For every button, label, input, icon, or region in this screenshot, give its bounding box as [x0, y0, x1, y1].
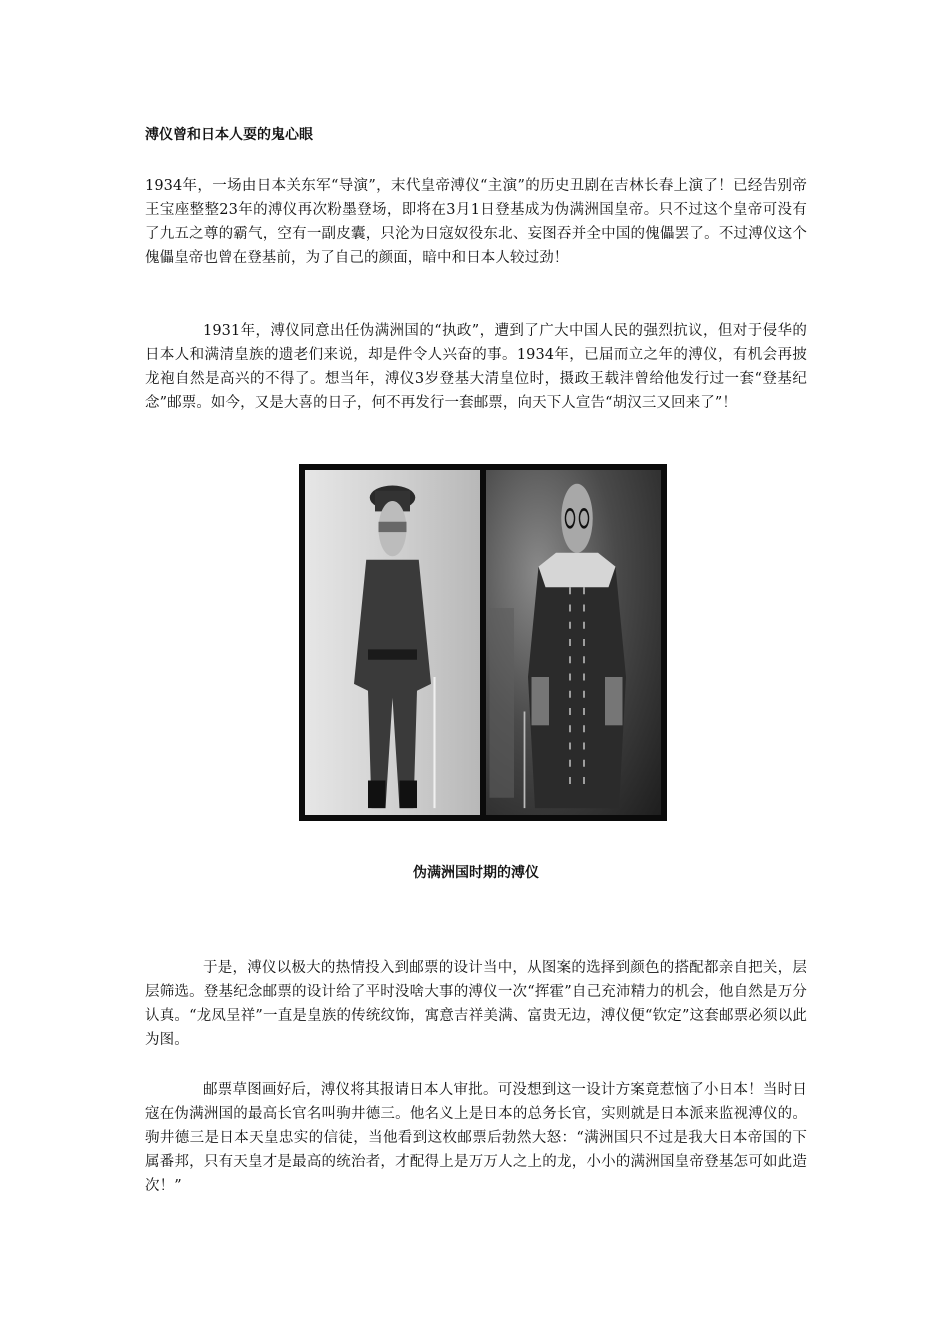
figure-caption: 伪满洲国时期的溥仪	[413, 865, 539, 881]
photo-military-uniform	[305, 470, 480, 815]
photo-dress-uniform	[486, 470, 661, 815]
uniform-figure-drawing	[305, 470, 480, 815]
article-title: 溥仪曾和日本人耍的鬼心眼	[145, 127, 313, 143]
dress-uniform-figure-drawing	[486, 470, 661, 815]
paragraph-2: 1931年，溥仪同意出任伪满洲国的“执政”，遭到了广大中国人民的强烈抗议，但对于侵华的日本人和满清皇族的遗老们来说，却是件令人兴奋的事。1934年，已届而立之年的溥仪，有机会再披龙袍自然是高兴的不得了。想当年，溥仪3岁登基大清皇位时，摄政王载沣曾给他发行过一套“登基纪念”邮票。如今，又是大喜的日子，何不再发行一套邮票，向天下人宣告“胡汉三又回来了”！	[145, 323, 807, 411]
document-page	[145, 0, 807, 1344]
paragraph-1: 1934年，一场由日本关东军“导演”，末代皇帝溥仪“主演”的历史丑剧在吉林长春上演了！已经告别帝王宝座整整23年的溥仪再次粉墨登场，即将在3月1日登基成为伪满洲国皇帝。只不过这个皇帝可没有了九五之尊的霸气，空有一副皮囊，只沦为日寇奴役东北、妄图吞并全中国的傀儡罢了。不过溥仪这个傀儡皇帝也曾在登基前，为了自己的颜面，暗中和日本人较过劲！	[145, 178, 807, 266]
paragraph-3: 于是，溥仪以极大的热情投入到邮票的设计当中，从图案的选择到颜色的搭配都亲自把关，层层筛选。登基纪念邮票的设计给了平时没啥大事的溥仪一次“挥霍”自己充沛精力的机会，他自然是万分认真。“龙凤呈祥”一直是皇族的传统纹饰，寓意吉祥美满、富贵无边，溥仪便“钦定”这套邮票必须以此为图。	[145, 960, 807, 1048]
photo-figure	[299, 464, 667, 821]
paragraph-4: 邮票草图画好后，溥仪将其报请日本人审批。可没想到这一设计方案竟惹恼了小日本！当时日寇在伪满洲国的最高长官名叫驹井德三。他名义上是日本的总务长官，实则就是日本派来监视溥仪的。驹井德三是日本天皇忠实的信徒，当他看到这枚邮票后勃然大怒：“满洲国只不过是我大日本帝国的下属番邦，只有天皇才是最高的统治者，才配得上是万万人之上的龙，小小的满洲国皇帝登基怎可如此造次！”	[145, 1082, 807, 1194]
